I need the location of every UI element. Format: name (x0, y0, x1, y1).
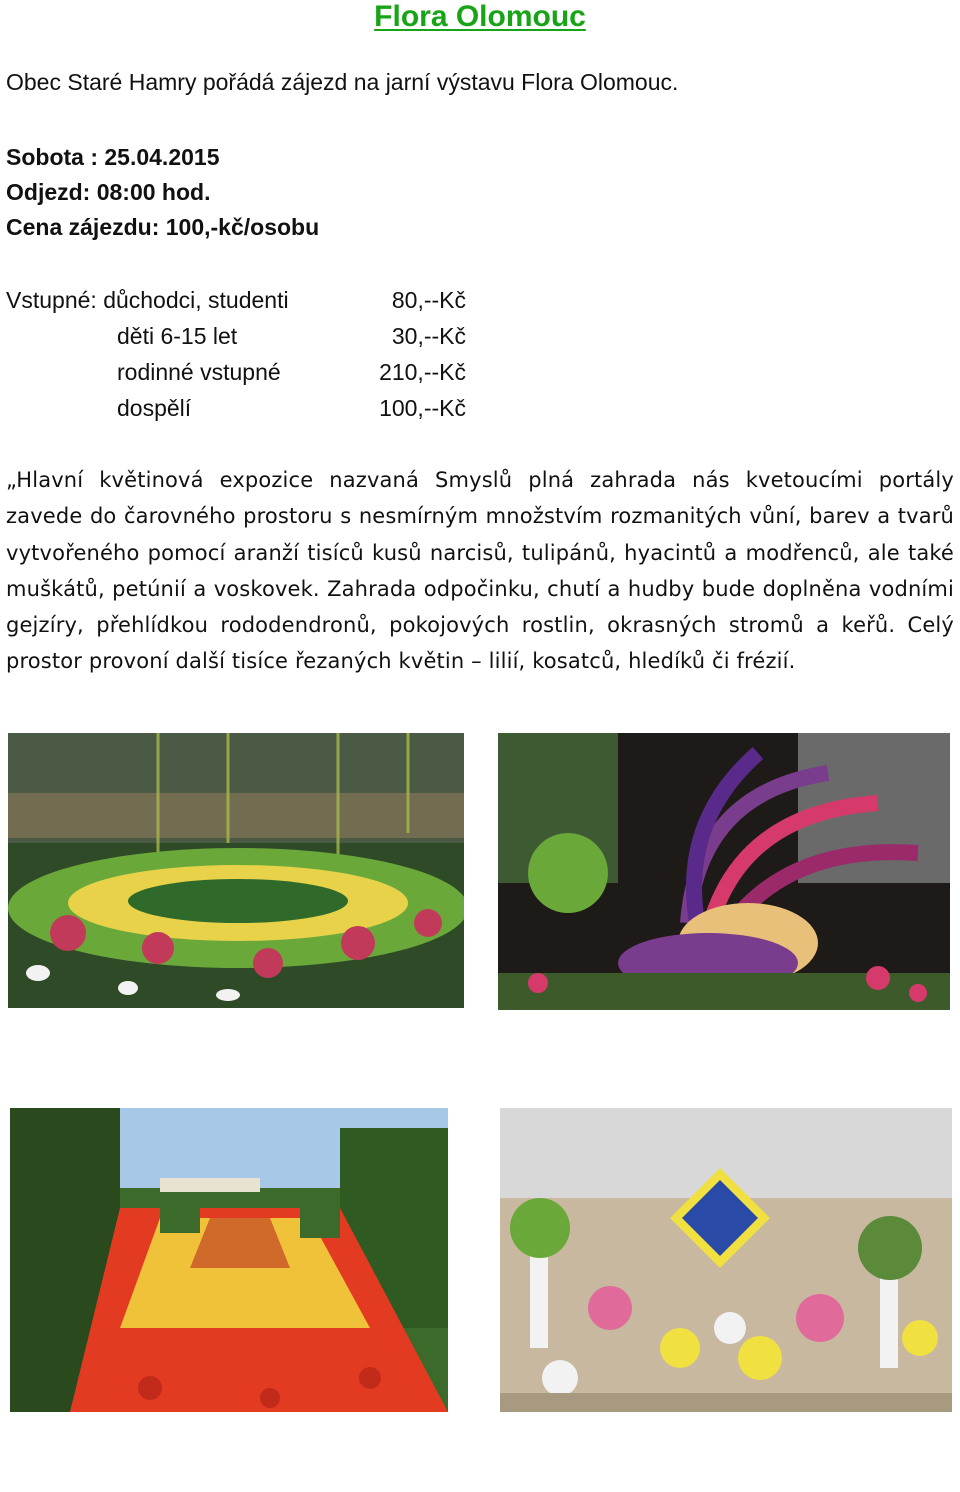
event-date: Sobota : 25.04.2015 (6, 144, 220, 170)
university-logo-tulip-display-photo (500, 1108, 952, 1412)
page-title-text: Flora Olomouc (374, 0, 586, 33)
intro-text: Obec Staré Hamry pořádá zájezd na jarní výstavu Flora Olomouc. (6, 69, 679, 95)
admission-prefix: Vstupné: důchodci, studenti (6, 287, 289, 313)
peacock-flower-sculpture-photo (498, 733, 950, 1010)
admission-label: dospělí (117, 395, 192, 421)
admission-price: 210,--Kč (379, 359, 466, 385)
admission-label: děti 6-15 let (117, 323, 238, 349)
admission-price: 30,--Kč (391, 323, 466, 349)
event-price: Cena zájezdu: 100,-kč/osobu (6, 214, 320, 240)
exhibition-description: „Hlavní květinová expozice nazvaná Smyslů plná zahrada nás kvetoucími portály zavede do čarovného prostoru s nesmírným množstvím rozmanitých vůní, barev a tvarů vytvořeného pomocí aranží tisíců kusů narcisů, tulipánů, hyacintů a modřenců, ale také muškátů, petúnií a voskovek. Zahrada odpočinku, chutí a hudby bude doplněna vodními gejzíry, přehlídkou rododendronů, pokojových rostlin, okrasných stromů a keřů. Celý prostor provoní další tisíce řezaných květin – lilií, kosatců, hledíků či frézií. (6, 468, 954, 674)
admission-label: rodinné vstupné (117, 359, 281, 385)
page-title (0, 0, 960, 34)
admission-price: 100,--Kč (379, 395, 466, 421)
outdoor-flower-beds-photo (10, 1108, 448, 1412)
event-departure: Odjezd: 08:00 hod. (6, 179, 211, 205)
indoor-flower-hall-photo (8, 733, 464, 1008)
admission-price: 80,--Kč (391, 287, 466, 313)
